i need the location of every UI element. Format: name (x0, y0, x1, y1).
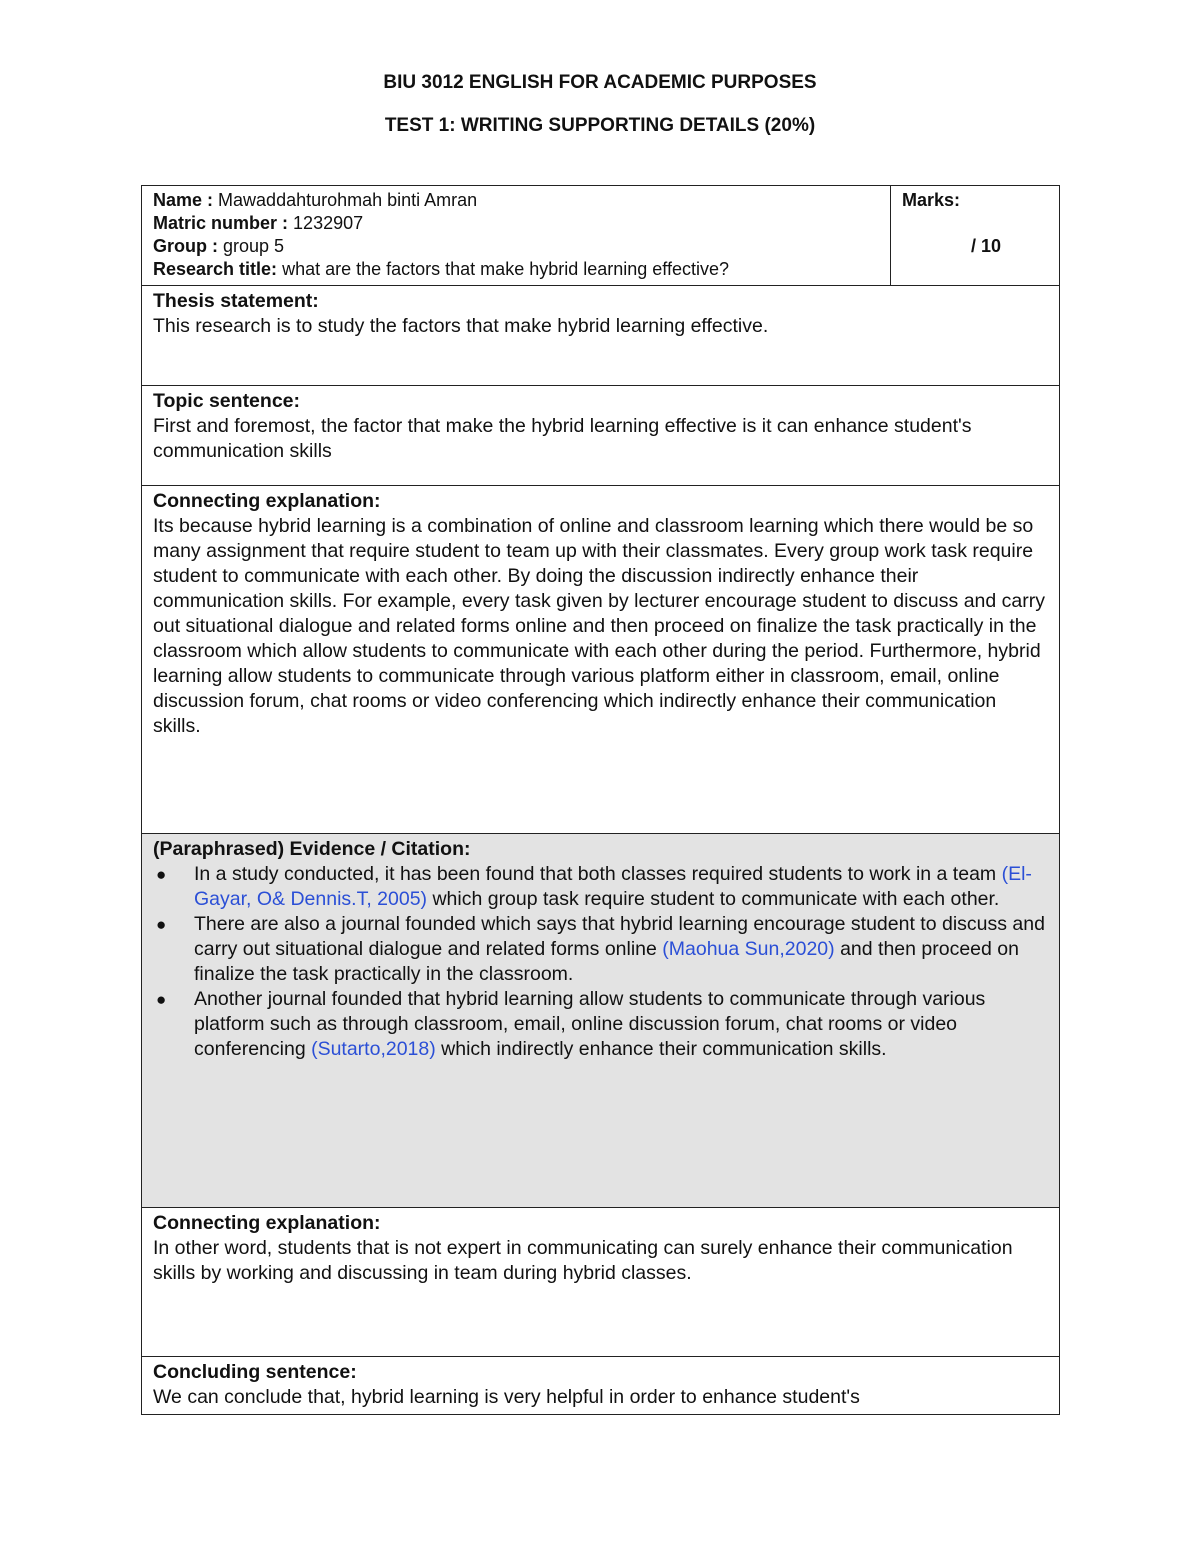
student-info-row (142, 186, 1060, 286)
name-label: Name : (153, 190, 214, 210)
evidence-cell (142, 834, 1060, 1208)
name-line (153, 189, 880, 212)
evidence-row (142, 834, 1060, 1208)
research-title-label: Research title: (153, 259, 278, 279)
test-title: TEST 1: WRITING SUPPORTING DETAILS (20%) (384, 115, 816, 136)
course-title: BIU 3012 ENGLISH FOR ACADEMIC PURPOSES (383, 72, 817, 93)
thesis-label: Thesis statement: (153, 290, 319, 312)
concluding-row (142, 1357, 1060, 1415)
bullet-icon: ● (156, 915, 167, 934)
concluding-text: We can conclude that, hybrid learning is very helpful in order to enhance student's (153, 1386, 860, 1408)
evidence-label: (Paraphrased) Evidence / Citation: (153, 838, 471, 860)
connecting-explanation-2-row (142, 1208, 1060, 1357)
connecting-explanation-2-cell (142, 1208, 1060, 1357)
name-value: Mawaddahturohmah binti Amran (218, 190, 478, 210)
topic-row (142, 386, 1060, 486)
evidence-item (153, 987, 1049, 1062)
citation: (El-Gayar, O& Dennis.T, 2005) (194, 863, 1032, 910)
thesis-text: This research is to study the factors that make hybrid learning effective. (153, 315, 769, 337)
evidence-item (153, 912, 1049, 987)
marks-label: Marks: (902, 190, 961, 210)
citation: (Maohua Sun,2020) (662, 938, 835, 960)
evidence-text: Another journal founded that hybrid learning allow students to communicate through various platform such as through classroom, email, online discussion forum, chat rooms or video conferencing (194, 988, 986, 1060)
evidence-text: which indirectly enhance their communication skills. (435, 1038, 887, 1060)
marks-value: / 10 (970, 236, 1001, 256)
research-title-line (153, 258, 880, 281)
connecting-explanation-text: Its because hybrid learning is a combination of online and classroom learning which there would be so many assignment that require student to team up with their classmates. Every group work task require student to communicate with each other. By doing the discussion indirectly enhance their communication skills. For example, every task given by lecturer encourage student to discuss and carry out situational dialogue and related forms online and then proceed on finalize the task practically in the classroom which allow students to communicate with each other during the period. Furthermore, hybrid learning allow students to communicate through various platform either in classroom, email, online discussion forum, chat rooms or video conferencing which indirectly enhance their communication skills. (153, 515, 1045, 737)
citation: (Sutarto,2018) (311, 1038, 436, 1060)
topic-text: First and foremost, the factor that make the hybrid learning effective is it can enhance student's communication skills (153, 415, 972, 462)
connecting-explanation-label: Connecting explanation: (153, 490, 381, 512)
evidence-text: In a study conducted, it has been found that both classes required students to work in a team (194, 863, 1002, 885)
thesis-row (142, 286, 1060, 386)
group-label: Group : (153, 236, 218, 256)
matric-value: 1232907 (293, 213, 364, 233)
writing-form-table (141, 185, 1060, 1415)
evidence-text: which group task require student to communicate with each other. (427, 888, 1000, 910)
topic-cell (142, 386, 1060, 486)
research-title-value: what are the factors that make hybrid learning effective? (282, 259, 729, 279)
concluding-label: Concluding sentence: (153, 1361, 357, 1383)
matric-line (153, 212, 880, 235)
evidence-text: There are also a journal founded which says that hybrid learning encourage student to discuss and carry out situational dialogue and related forms online (194, 913, 1045, 960)
matric-label: Matric number : (153, 213, 289, 233)
connecting-explanation-row (142, 486, 1060, 834)
concluding-cell (142, 1357, 1060, 1415)
evidence-item (153, 862, 1049, 912)
bullet-icon: ● (156, 990, 167, 1009)
evidence-text: and then proceed on finalize the task practically in the classroom. (194, 938, 1019, 985)
group-line (153, 235, 880, 258)
connecting-explanation-2-label: Connecting explanation: (153, 1212, 381, 1234)
connecting-explanation-2-text: In other word, students that is not expert in communicating can surely enhance their communication skills by working and discussing in team during hybrid classes. (153, 1237, 1013, 1284)
student-info-cell (142, 186, 891, 286)
evidence-list (153, 862, 1049, 1062)
marks-cell (891, 186, 1060, 286)
group-value: group 5 (223, 236, 285, 256)
thesis-cell (142, 286, 1060, 386)
topic-label: Topic sentence: (153, 390, 301, 412)
bullet-icon: ● (156, 865, 167, 884)
connecting-explanation-cell (142, 486, 1060, 834)
